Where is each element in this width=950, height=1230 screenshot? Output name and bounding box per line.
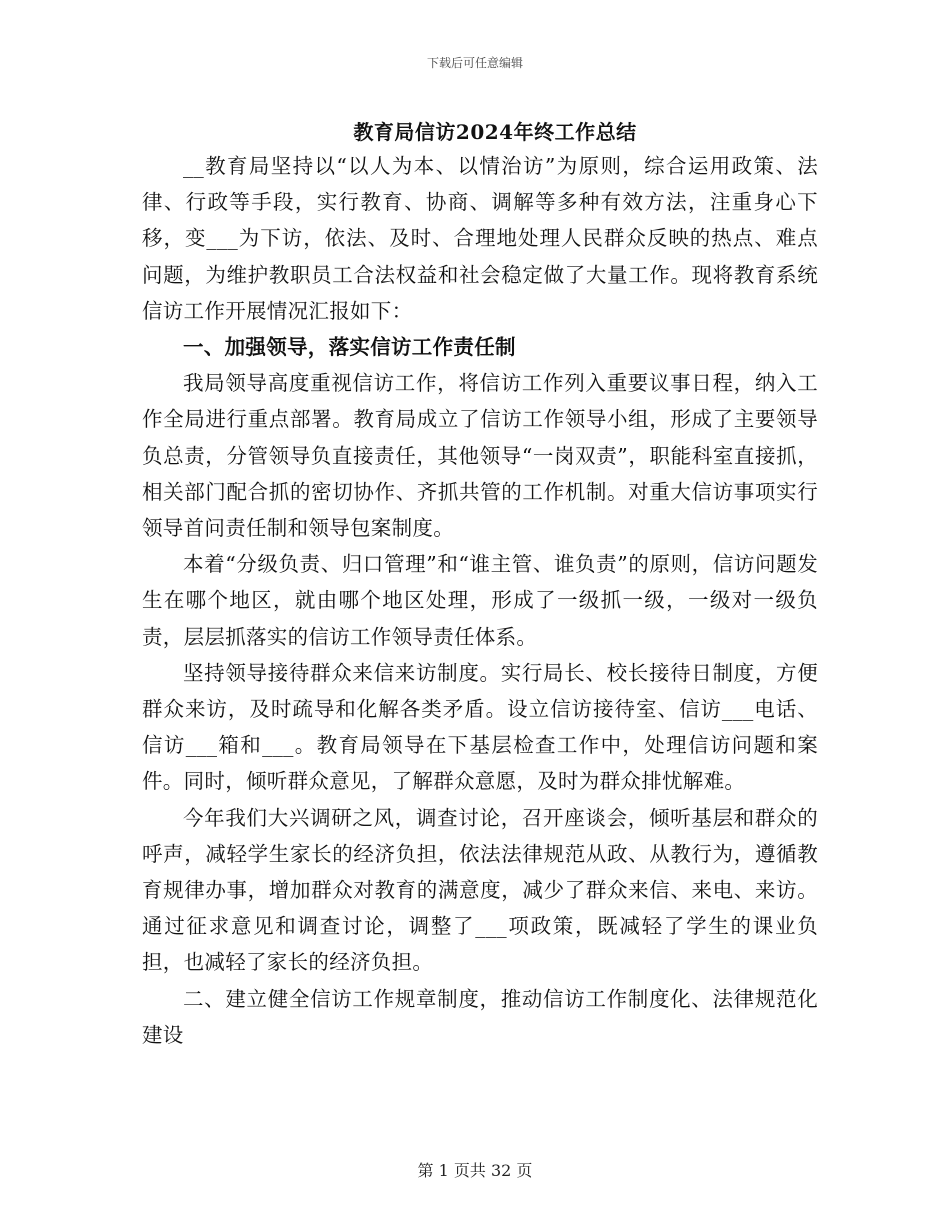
header-note: 下载后可任意编辑 (426, 56, 523, 70)
document-title: 教育局信访2024年终工作总结 (353, 120, 637, 144)
page-number: 第 1 页共 32 页 (417, 1161, 533, 1180)
paragraph-responsibility: 本着“分级负责、归口管理”和“谁主管、谁负责”的原则，信访问题发生在哪个地区，就由哪个地区处理，形成了一级抓一级，一级对一级负责，层层抓落实的信访工作领导责任体系。 (142, 552, 818, 649)
paragraph-leadership: 我局领导高度重视信访工作，将信访工作列入重要议事日程，纳入工作全局进行重点部署。教育局成立了信访工作领导小组，形成了主要领导负总责，分管领导负直接责任，其他领导“一岗双责”，职能科室直接抓，相关部门配合抓的密切协作、齐抓共管的工作机制。对重大信访事项实行领导首问责任制和领导包案制度。 (142, 371, 818, 541)
section-heading-2: 二、建立健全信访工作规章制度，推动信访工作制度化、法律规范化建设 (142, 986, 818, 1047)
paragraph-intro: __教育局坚持以“以人为本、以情治访”为原则，综合运用政策、法律、行政等手段，实行教育、协商、调解等多种有效方法，注重身心下移，变___为下访，依法、及时、合理地处理人民群众反映的热点、难点问题，为维护教职员工合法权益和社会稳定做了大量工作。现将教育系统信访工作开展情况汇报如下： (142, 154, 818, 323)
section-heading-1: 一、加强领导，落实信访工作责任制 (183, 335, 516, 360)
paragraph-reception: 坚持领导接待群众来信来访制度。实行局长、校长接待日制度，方便群众来访，及时疏导和化解各类矛盾。设立信访接待室、信访___电话、信访___箱和___。教育局领导在下基层检查工作中，处理信访问题和案件。同时，倾听群众意见，了解群众意愿，及时为群众排忧解难。 (142, 660, 818, 794)
document-body (142, 148, 818, 1053)
paragraph-research: 今年我们大兴调研之风，调查讨论，召开座谈会，倾听基层和群众的呼声，减轻学生家长的经济负担，依法法律规范从政、从教行为，遵循教育规律办事，增加群众对教育的满意度，减少了群众来信、来电、来访。通过征求意见和调查讨论，调整了___项政策，既减轻了学生的课业负担，也减轻了家长的经济负担。 (142, 805, 818, 975)
